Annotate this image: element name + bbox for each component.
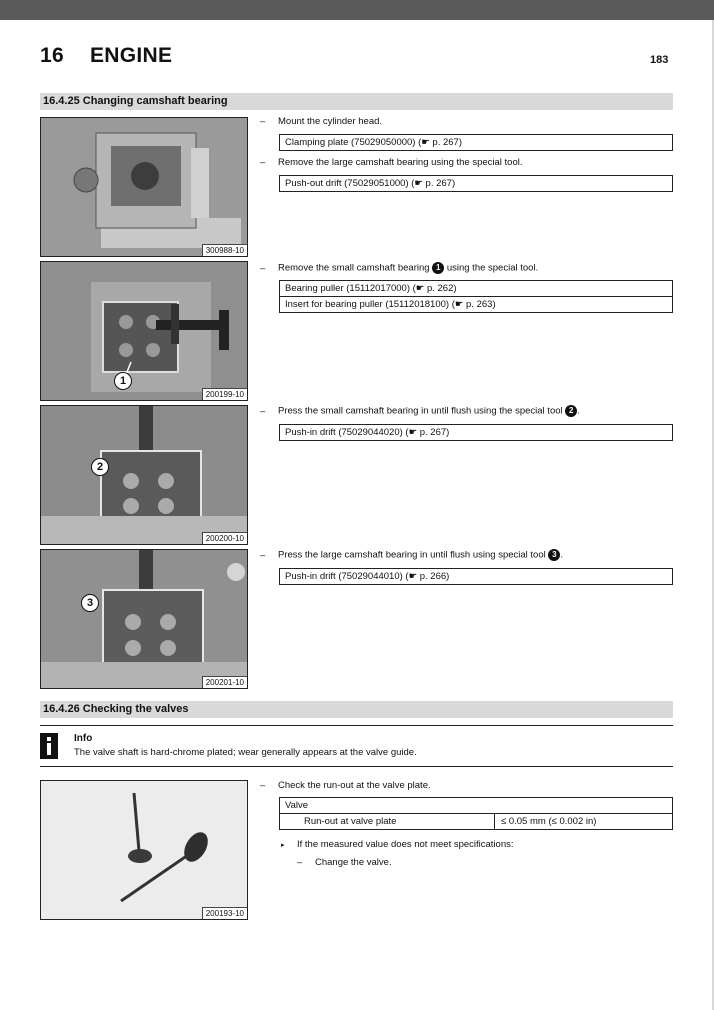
condition xyxy=(281,839,514,850)
figure-illustration xyxy=(41,118,247,256)
chapter-title: ENGINE xyxy=(90,44,173,67)
tool-push-in-drift: Push-in drift (75029044010) (☛ p. 266) xyxy=(285,571,450,582)
figure-id: 200200-10 xyxy=(202,532,247,544)
step-press-small-bearing xyxy=(260,405,580,417)
step-dash: – xyxy=(260,780,266,791)
info-text: The valve shaft is hard-chrome plated; wear generally appears at the valve guide. xyxy=(74,747,417,758)
info-bottom-rule xyxy=(40,766,673,767)
step-text: Remove the large camshaft bearing using the special tool. xyxy=(278,157,523,168)
tool-clamping-plate: Clamping plate (75029050000) (☛ p. 267) xyxy=(285,137,462,148)
figure-id: 200193-10 xyxy=(202,907,247,919)
step-dash: – xyxy=(260,116,266,127)
figure-press-large-bearing xyxy=(40,549,248,689)
tool-push-in-drift: Push-in drift (75029044020) (☛ p. 267) xyxy=(285,427,450,438)
info-title: Info xyxy=(74,733,93,744)
step-text: Mount the cylinder head. xyxy=(278,116,383,127)
step-remove-small-bearing xyxy=(260,262,538,274)
section-title: 16.4.25 Changing camshaft bearing xyxy=(43,95,228,107)
step-check-runout xyxy=(260,780,431,791)
chapter-number: 16 xyxy=(40,44,64,67)
section-title: 16.4.26 Checking the valves xyxy=(43,703,189,715)
tool-push-out-drift: Push-out drift (75029051000) (☛ p. 267) xyxy=(285,178,456,189)
spec-header: Valve xyxy=(280,798,672,814)
tool-bearing-puller: Bearing puller (15112017000) (☛ p. 262) xyxy=(280,281,672,297)
figure-illustration xyxy=(41,550,247,688)
figure-illustration xyxy=(41,406,247,544)
callout-3: 3 xyxy=(81,594,99,612)
page-number: 183 xyxy=(650,54,669,66)
step-text: Press the large camshaft bearing in until flush using special tool xyxy=(278,549,546,561)
callout-2: 2 xyxy=(91,458,109,476)
figure-id: 200201-10 xyxy=(202,676,247,688)
figure-press-small-bearing xyxy=(40,405,248,545)
condition-text: If the measured value does not meet specifications: xyxy=(297,839,514,850)
figure-id: 200199-10 xyxy=(202,388,247,400)
step-dash: – xyxy=(260,157,266,168)
figure-illustration xyxy=(41,781,247,919)
section-heading-valves xyxy=(40,701,673,718)
info-icon xyxy=(40,733,58,759)
substep-change-valve xyxy=(297,857,392,868)
info-top-rule xyxy=(40,725,673,726)
step-text: Check the run-out at the valve plate. xyxy=(278,780,431,791)
figure-valve xyxy=(40,780,248,920)
substep-text: Change the valve. xyxy=(315,857,392,868)
step-text-after: . xyxy=(577,405,580,417)
badge-2: 2 xyxy=(565,405,577,417)
badge-3: 3 xyxy=(548,549,560,561)
step-text-after: using the special tool. xyxy=(446,262,539,274)
step-dash: – xyxy=(260,549,266,561)
step-remove-large-bearing xyxy=(260,157,523,168)
figure-bearing-puller xyxy=(40,261,248,401)
step-text: Remove the small camshaft bearing xyxy=(278,262,430,274)
chapter-heading xyxy=(40,44,172,68)
step-dash: – xyxy=(297,857,303,868)
step-dash: – xyxy=(260,262,266,274)
step-dash: – xyxy=(260,405,266,417)
figure-id: 300988-10 xyxy=(202,244,247,256)
step-text-after: . xyxy=(560,549,564,561)
top-bar xyxy=(0,0,714,20)
tool-insert-puller: Insert for bearing puller (15112018100) (☛ p. 263) xyxy=(285,299,496,310)
step-press-large-bearing xyxy=(260,549,563,561)
figure-illustration xyxy=(41,262,247,400)
step-text: Press the small camshaft bearing in until flush using the special tool xyxy=(278,405,563,417)
tool-box-push-in-drift-small xyxy=(279,424,673,441)
badge-1: 1 xyxy=(432,262,444,274)
callout-1: 1 xyxy=(114,372,132,390)
triangle-bullet-icon: ▸ xyxy=(281,842,285,849)
step-mount-cylinder-head xyxy=(260,116,382,127)
spec-label: Run-out at valve plate xyxy=(280,814,495,829)
tool-box-clamping-plate xyxy=(279,134,673,151)
spec-row xyxy=(280,814,672,829)
figure-cylinder-head-mounted xyxy=(40,117,248,257)
tool-box-push-in-drift-large xyxy=(279,568,673,585)
tool-box-bearing-puller xyxy=(279,280,673,313)
tool-box-push-out-drift xyxy=(279,175,673,192)
section-heading-camshaft xyxy=(40,93,673,110)
spec-value: ≤ 0.05 mm (≤ 0.002 in) xyxy=(501,816,597,827)
spec-table-valve xyxy=(279,797,673,830)
